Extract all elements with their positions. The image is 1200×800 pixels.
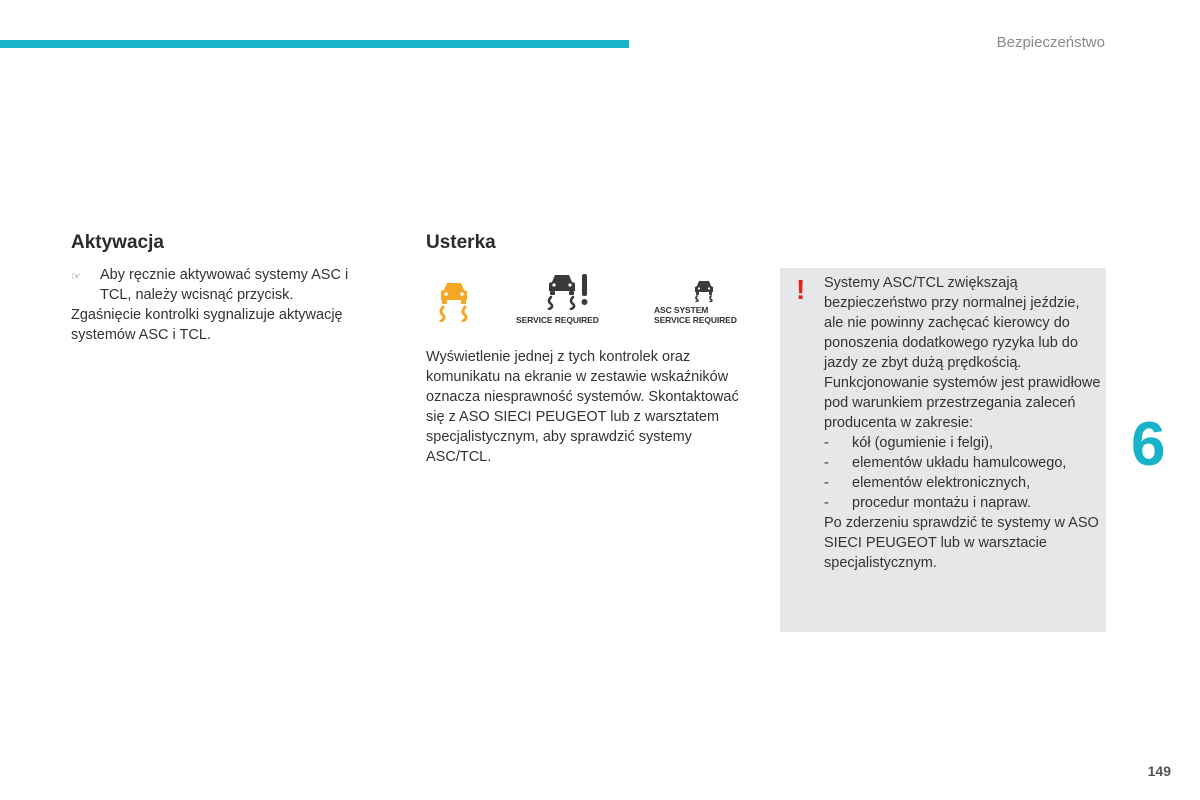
pointer-hand-icon: ☞ (71, 271, 81, 283)
list-item: - procedur montażu i napraw. (824, 495, 1031, 511)
heading-activation: Aktywacja (71, 232, 164, 253)
warning-text (824, 273, 1102, 573)
service-required-caption: SERVICE REQUIRED (516, 315, 599, 325)
asc-service-required-caption: SERVICE REQUIRED (654, 315, 737, 325)
service-required-icon (544, 272, 592, 310)
page-number: 149 (1147, 763, 1171, 779)
warning-box (780, 268, 1106, 632)
asc-system-caption: ASC SYSTEM (654, 305, 709, 315)
activation-column (71, 265, 376, 345)
bullet-item (71, 265, 376, 305)
warning-outro: Po zderzeniu sprawdzić te systemy w ASO SIECI PEUGEOT lub w warsztacie specjalistycznym. (824, 515, 1099, 571)
list-item: - kół (ogumienie i felgi), (824, 435, 994, 451)
heading-fault: Usterka (426, 232, 496, 253)
exclamation-icon: ! (796, 274, 806, 305)
section-title: Bezpieczeństwo (996, 34, 1105, 51)
warning-lamps-row (426, 270, 766, 330)
warning-intro: Systemy ASC/TCL zwiększają bezpieczeństwo przy normalnej jeździe, ale nie powinny zachęcać kierowcy do ponoszenia dodatkowego ryzyka lub do jazdy ze zbyt dużą prędkością. Funkcjonowanie systemów jest prawidłowe pod warunkiem przestrzegania zaleceń producenta w zakresie: (824, 275, 1101, 431)
asc-tcl-warning-lamp-icon (434, 280, 474, 322)
header-accent-bar (0, 40, 629, 48)
list-item: - elementów elektronicznych, (824, 475, 1031, 491)
bullet-text: Aby ręcznie aktywować systemy ASC i TCL, należy wcisnąć przycisk. (100, 267, 349, 303)
activation-body: Zgaśnięcie kontrolki sygnalizuje aktywację systemów ASC i TCL. (71, 307, 343, 343)
chapter-number: 6 (1131, 410, 1166, 479)
fault-body: Wyświetlenie jednej z tych kontrolek oraz komunikatu na ekranie w zestawie wskaźników oznacza niesprawność systemów. Skontaktować się z ASO SIECI PEUGEOT lub z warsztatem specjalistycznym, aby sprawdzić systemy ASC/TCL. (426, 349, 739, 465)
asc-system-service-required-icon (692, 280, 716, 302)
list-item: - elementów układu hamulcowego, (824, 455, 1067, 471)
